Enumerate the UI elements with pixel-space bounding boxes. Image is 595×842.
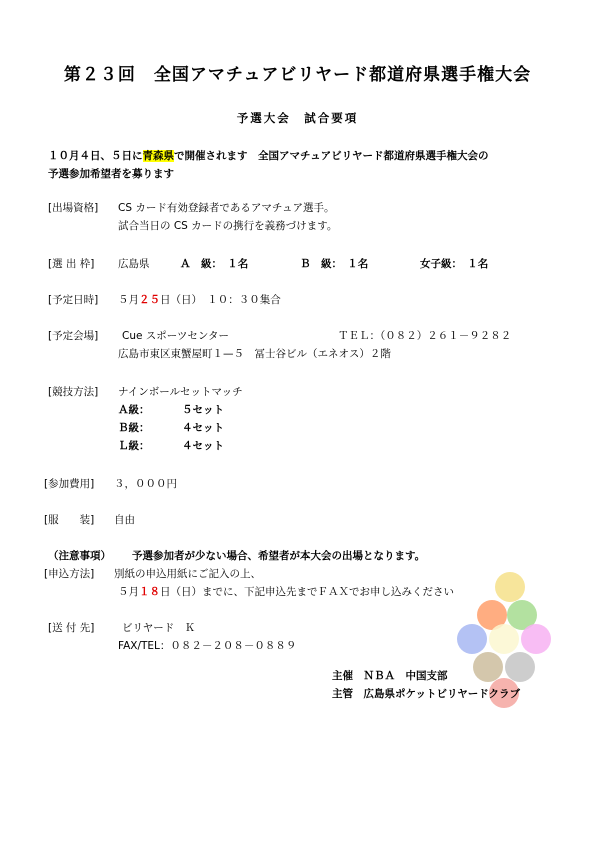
venue-tel: ＴＥＬ：（０８２）２６１－９２８２ xyxy=(338,330,512,342)
intro-text-post: で開催されます 全国アマチュアビリヤード都道府県選手権大会の xyxy=(174,150,489,162)
method-row-sets: ４セット xyxy=(182,422,224,434)
dress-value: 自由 xyxy=(114,514,135,526)
deadline-day: １８ xyxy=(139,586,160,598)
fee-value: ３，０００円 xyxy=(114,478,177,490)
host-prefecture-highlight: 青森県 xyxy=(142,150,174,162)
ball-icon xyxy=(521,624,551,654)
method-label: [競技方法] xyxy=(48,386,99,398)
method-row: Ｂ級： xyxy=(118,422,150,434)
qualification-line-1: CS カード有効登録者であるアマチュア選手。 xyxy=(118,202,335,214)
slots-prefecture: 広島県 xyxy=(118,258,150,270)
date-label: [予定日時] xyxy=(48,294,99,306)
deadline-text: 日（日）までに、下記申込先までＦＡＸでお申し込みください xyxy=(160,586,454,598)
ball-icon xyxy=(495,572,525,602)
application-line-1: 別紙の申込用紙にご記入の上、 xyxy=(114,568,261,580)
slots-a-class: Ａ 級： １名 xyxy=(180,258,249,270)
page-title: 第２３回 全国アマチュアビリヤード都道府県選手権大会 xyxy=(63,65,532,85)
page-subtitle: 予選大会 試合要項 xyxy=(236,111,359,125)
method-row: Ａ級： xyxy=(118,404,150,416)
date-month: ５月 xyxy=(118,294,139,306)
qualification-line-2: 試合当日の CS カードの携行を義務づけます。 xyxy=(118,220,338,232)
method-name: ナインボールセットマッチ xyxy=(118,386,243,398)
intro-line-2: 予選参加希望者を募ります xyxy=(48,168,174,180)
intro-line-1 xyxy=(48,148,488,163)
sponsor-line: 主催 ＮＢＡ 中国支部 xyxy=(332,670,448,682)
method-row-sets: ５セット xyxy=(182,404,224,416)
ball-icon xyxy=(489,624,519,654)
dress-label: [服 装] xyxy=(44,514,95,526)
date-time: 日（日） １０：３０集合 xyxy=(160,294,281,306)
send-to-name: ビリヤード Ｋ xyxy=(122,622,196,634)
ball-icon xyxy=(473,652,503,682)
organizer-line: 主管 広島県ポケットビリヤードクラブ xyxy=(332,688,521,700)
slots-label: [選 出 枠] xyxy=(48,258,95,270)
fee-label: [参加費用] xyxy=(44,478,95,490)
slots-women-class: 女子級： １名 xyxy=(420,258,489,270)
ball-icon xyxy=(505,652,535,682)
send-to-fax: FAX/TEL：０８２－２０８－０８８９ xyxy=(118,640,297,652)
send-to-label: [送 付 先] xyxy=(48,622,95,634)
intro-text-pre: １０月４日、５日に xyxy=(48,150,143,162)
date-day: ２５ xyxy=(139,294,160,306)
deadline-month: ５月 xyxy=(118,586,139,598)
date-value xyxy=(118,292,281,307)
method-row: Ｌ級： xyxy=(118,440,150,452)
ball-icon xyxy=(457,624,487,654)
venue-address: 広島市東区東蟹屋町１—５ 冨士谷ビル（エネオス）２階 xyxy=(118,348,391,360)
application-line-2 xyxy=(118,584,454,599)
qualification-label: [出場資格] xyxy=(48,202,99,214)
venue-name: Cue スポーツセンター xyxy=(122,330,229,342)
slots-b-class: Ｂ 級： １名 xyxy=(300,258,369,270)
venue-label: [予定会場] xyxy=(48,330,99,342)
notes-value: 予選参加者が少ない場合、希望者が本大会の出場となります。 xyxy=(132,550,426,562)
method-row-sets: ４セット xyxy=(182,440,224,452)
notes-label: （注意事項） xyxy=(48,550,111,562)
application-label: [申込方法] xyxy=(44,568,95,580)
